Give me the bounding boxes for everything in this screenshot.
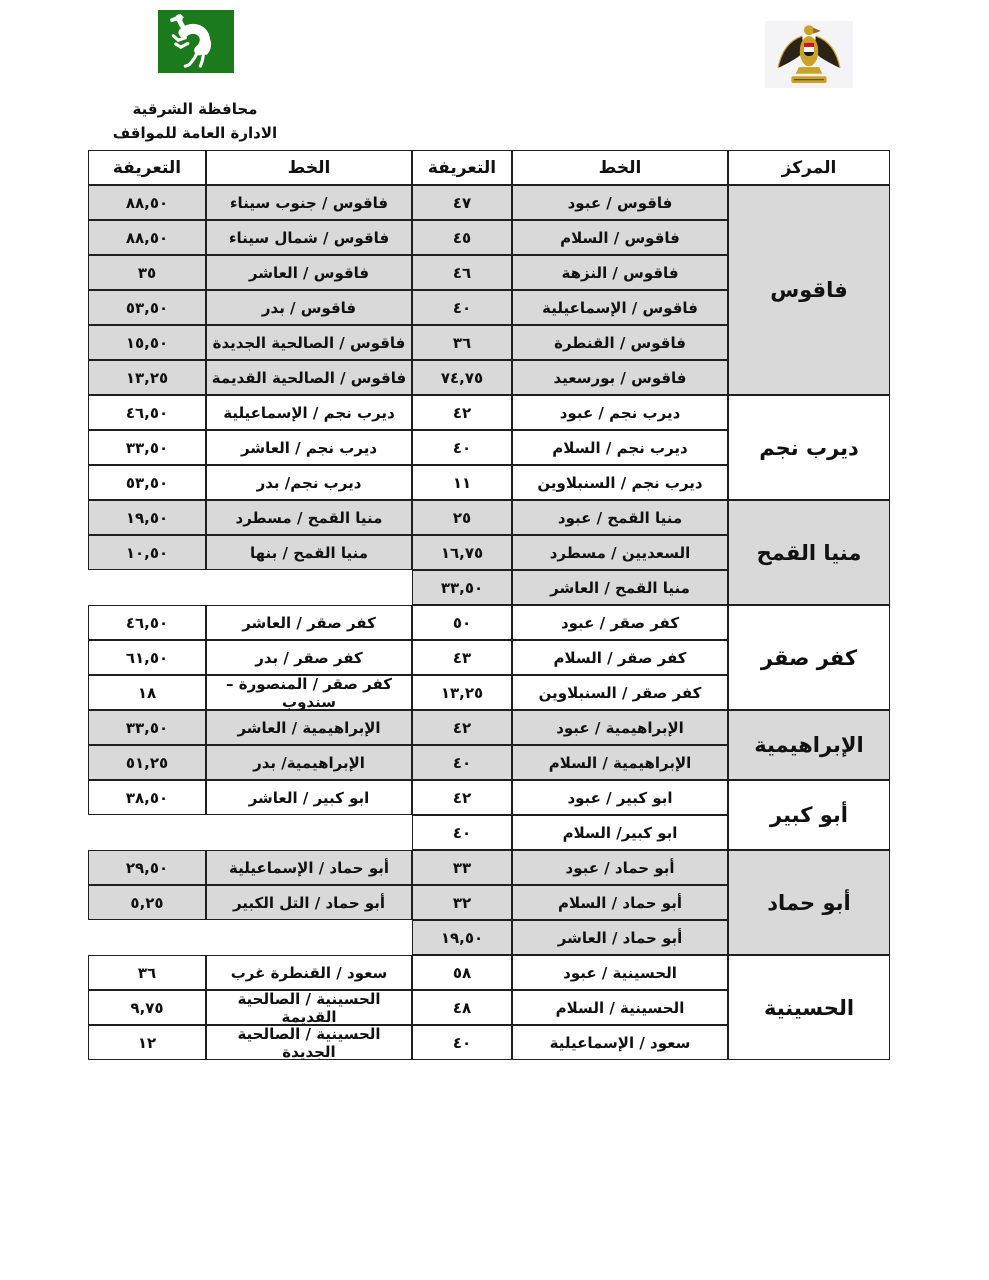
blank-cell [88, 920, 206, 955]
inner-tariff-cell: ٣٢ [412, 885, 512, 920]
outer-tariff-cell: ٣٣,٥٠ [88, 710, 206, 745]
center-block-deyrb-negm [88, 395, 890, 500]
inner-line-cell: فاقوس / بورسعيد [512, 360, 728, 395]
outer-line-cell: فاقوس / الصالحية الجديدة [206, 325, 412, 360]
outer-line-cell: الإبراهيمية / العاشر [206, 710, 412, 745]
outer-line-cell: فاقوس / العاشر [206, 255, 412, 290]
outer-line-cell: كفر صقر / المنصورة – سندوب [206, 675, 412, 710]
document-title-governorate: محافظة الشرقية [132, 100, 258, 118]
inner-line-cell: كفر صقر / عبود [512, 605, 728, 640]
inner-tariff-cell: ٤٠ [412, 745, 512, 780]
outer-tariff-cell: ٥٣,٥٠ [88, 290, 206, 325]
outer-line-cell: الإبراهيمية/ بدر [206, 745, 412, 780]
center-cell-abu-hammad: أبو حماد [728, 850, 890, 955]
inner-tariff-cell: ٢٥ [412, 500, 512, 535]
center-cell-abu-kabir: أبو كبير [728, 780, 890, 850]
outer-tariff-cell: ٦١,٥٠ [88, 640, 206, 675]
outer-tariff-cell: ٤٦,٥٠ [88, 605, 206, 640]
header-center: المركز [728, 150, 890, 185]
outer-tariff-cell: ١٣,٢٥ [88, 360, 206, 395]
inner-line-cell: فاقوس / عبود [512, 185, 728, 220]
inner-tariff-cell: ٤٠ [412, 430, 512, 465]
center-block-abu-hammad [88, 850, 890, 955]
outer-line-cell: ابو كبير / العاشر [206, 780, 412, 815]
inner-tariff-cell: ٣٣ [412, 850, 512, 885]
center-cell-faqus: فاقوس [728, 185, 890, 395]
document-title-department: الادارة العامة للمواقف [112, 124, 278, 142]
inner-line-cell: فاقوس / الإسماعيلية [512, 290, 728, 325]
rearing-horse-icon [158, 10, 234, 73]
header-inner-tariff: التعريفة [412, 150, 512, 185]
inner-tariff-cell: ١٩,٥٠ [412, 920, 512, 955]
inner-tariff-cell: ٤٠ [412, 815, 512, 850]
blank-cell [88, 570, 206, 605]
blank-cell [206, 815, 412, 850]
outer-tariff-cell: ١٩,٥٠ [88, 500, 206, 535]
inner-tariff-cell: ١٦,٧٥ [412, 535, 512, 570]
center-block-ibrahimiya [88, 710, 890, 780]
center-cell-kafr-saqr: كفر صقر [728, 605, 890, 710]
outer-line-cell: ديرب نجم / الإسماعيلية [206, 395, 412, 430]
outer-line-cell: أبو حماد / التل الكبير [206, 885, 412, 920]
outer-tariff-cell: ٨٨,٥٠ [88, 185, 206, 220]
eagle-of-saladin-icon [765, 21, 853, 88]
inner-line-cell: أبو حماد / السلام [512, 885, 728, 920]
outer-tariff-cell: ٥٣,٥٠ [88, 465, 206, 500]
inner-tariff-cell: ٤٢ [412, 710, 512, 745]
center-cell-deyrb-negm: ديرب نجم [728, 395, 890, 500]
center-block-kafr-saqr [88, 605, 890, 710]
inner-line-cell: أبو حماد / عبود [512, 850, 728, 885]
inner-line-cell: منيا القمح / عبود [512, 500, 728, 535]
center-block-husseiniya [88, 955, 890, 1060]
inner-line-cell: فاقوس / السلام [512, 220, 728, 255]
inner-tariff-cell: ٥٠ [412, 605, 512, 640]
outer-tariff-cell: ١٢ [88, 1025, 206, 1060]
outer-tariff-cell: ١٠,٥٠ [88, 535, 206, 570]
center-cell-husseiniya: الحسينية [728, 955, 890, 1060]
outer-line-cell: الحسينية / الصالحية القديمة [206, 990, 412, 1025]
inner-tariff-cell: ٤٢ [412, 780, 512, 815]
outer-line-cell: كفر صقر / بدر [206, 640, 412, 675]
center-block-faqus [88, 185, 890, 395]
inner-line-cell: سعود / الإسماعيلية [512, 1025, 728, 1060]
inner-line-cell: الحسينية / عبود [512, 955, 728, 990]
outer-line-cell: أبو حماد / الإسماعيلية [206, 850, 412, 885]
inner-line-cell: كفر صقر / السنبلاوين [512, 675, 728, 710]
outer-tariff-cell: ٢٩,٥٠ [88, 850, 206, 885]
inner-tariff-cell: ٤٢ [412, 395, 512, 430]
inner-line-cell: ديرب نجم / السلام [512, 430, 728, 465]
inner-line-cell: فاقوس / القنطرة [512, 325, 728, 360]
outer-tariff-cell: ١٨ [88, 675, 206, 710]
table-header-row [88, 150, 890, 185]
inner-line-cell: كفر صقر / السلام [512, 640, 728, 675]
inner-line-cell: الإبراهيمية / عبود [512, 710, 728, 745]
inner-tariff-cell: ٤٠ [412, 290, 512, 325]
inner-tariff-cell: ٤٨ [412, 990, 512, 1025]
inner-line-cell: منيا القمح / العاشر [512, 570, 728, 605]
inner-line-cell: فاقوس / النزهة [512, 255, 728, 290]
outer-tariff-cell: ١٥,٥٠ [88, 325, 206, 360]
inner-tariff-cell: ٧٤,٧٥ [412, 360, 512, 395]
outer-tariff-cell: ٨٨,٥٠ [88, 220, 206, 255]
inner-line-cell: ابو كبير / عبود [512, 780, 728, 815]
outer-tariff-cell: ٤٦,٥٠ [88, 395, 206, 430]
inner-tariff-cell: ٤٣ [412, 640, 512, 675]
inner-tariff-cell: ١١ [412, 465, 512, 500]
inner-tariff-cell: ٤٧ [412, 185, 512, 220]
outer-line-cell: منيا القمح / بنها [206, 535, 412, 570]
outer-line-cell: كفر صقر / العاشر [206, 605, 412, 640]
sharqia-horse-logo-icon [158, 10, 234, 73]
outer-tariff-cell: ٣٦ [88, 955, 206, 990]
outer-tariff-cell: ٥,٢٥ [88, 885, 206, 920]
header-inner-line: الخط [512, 150, 728, 185]
center-cell-minya-al-qamh: منيا القمح [728, 500, 890, 605]
inner-tariff-cell: ٣٦ [412, 325, 512, 360]
outer-tariff-cell: ٣٥ [88, 255, 206, 290]
blank-cell [206, 920, 412, 955]
outer-tariff-cell: ٣٣,٥٠ [88, 430, 206, 465]
outer-line-cell: فاقوس / جنوب سيناء [206, 185, 412, 220]
outer-tariff-cell: ٥١,٢٥ [88, 745, 206, 780]
outer-line-cell: الحسينية / الصالحية الجديدة [206, 1025, 412, 1060]
inner-line-cell: ديرب نجم / السنبلاوين [512, 465, 728, 500]
inner-tariff-cell: ٤٥ [412, 220, 512, 255]
inner-tariff-cell: ٤٦ [412, 255, 512, 290]
inner-line-cell: أبو حماد / العاشر [512, 920, 728, 955]
inner-tariff-cell: ٣٣,٥٠ [412, 570, 512, 605]
inner-line-cell: الحسينية / السلام [512, 990, 728, 1025]
outer-line-cell: ديرب نجم / العاشر [206, 430, 412, 465]
center-block-abu-kabir [88, 780, 890, 850]
center-cell-ibrahimiya: الإبراهيمية [728, 710, 890, 780]
outer-line-cell: فاقوس / بدر [206, 290, 412, 325]
inner-tariff-cell: ٥٨ [412, 955, 512, 990]
outer-tariff-cell: ٣٨,٥٠ [88, 780, 206, 815]
inner-line-cell: الإبراهيمية / السلام [512, 745, 728, 780]
outer-tariff-cell: ٩,٧٥ [88, 990, 206, 1025]
outer-line-cell: سعود / القنطرة غرب [206, 955, 412, 990]
blank-cell [88, 815, 206, 850]
center-block-minya-al-qamh [88, 500, 890, 605]
inner-line-cell: السعديين / مسطرد [512, 535, 728, 570]
inner-line-cell: ديرب نجم / عبود [512, 395, 728, 430]
header-outer-line: الخط [206, 150, 412, 185]
tariff-table-body [88, 185, 890, 1060]
blank-cell [206, 570, 412, 605]
tariff-table [88, 150, 890, 1060]
outer-line-cell: فاقوس / شمال سيناء [206, 220, 412, 255]
egypt-eagle-emblem-icon [765, 21, 853, 88]
inner-line-cell: ابو كبير/ السلام [512, 815, 728, 850]
outer-line-cell: منيا القمح / مسطرد [206, 500, 412, 535]
inner-tariff-cell: ١٣,٢٥ [412, 675, 512, 710]
header-outer-tariff: التعريفة [88, 150, 206, 185]
outer-line-cell: ديرب نجم/ بدر [206, 465, 412, 500]
outer-line-cell: فاقوس / الصالحية القديمة [206, 360, 412, 395]
inner-tariff-cell: ٤٠ [412, 1025, 512, 1060]
